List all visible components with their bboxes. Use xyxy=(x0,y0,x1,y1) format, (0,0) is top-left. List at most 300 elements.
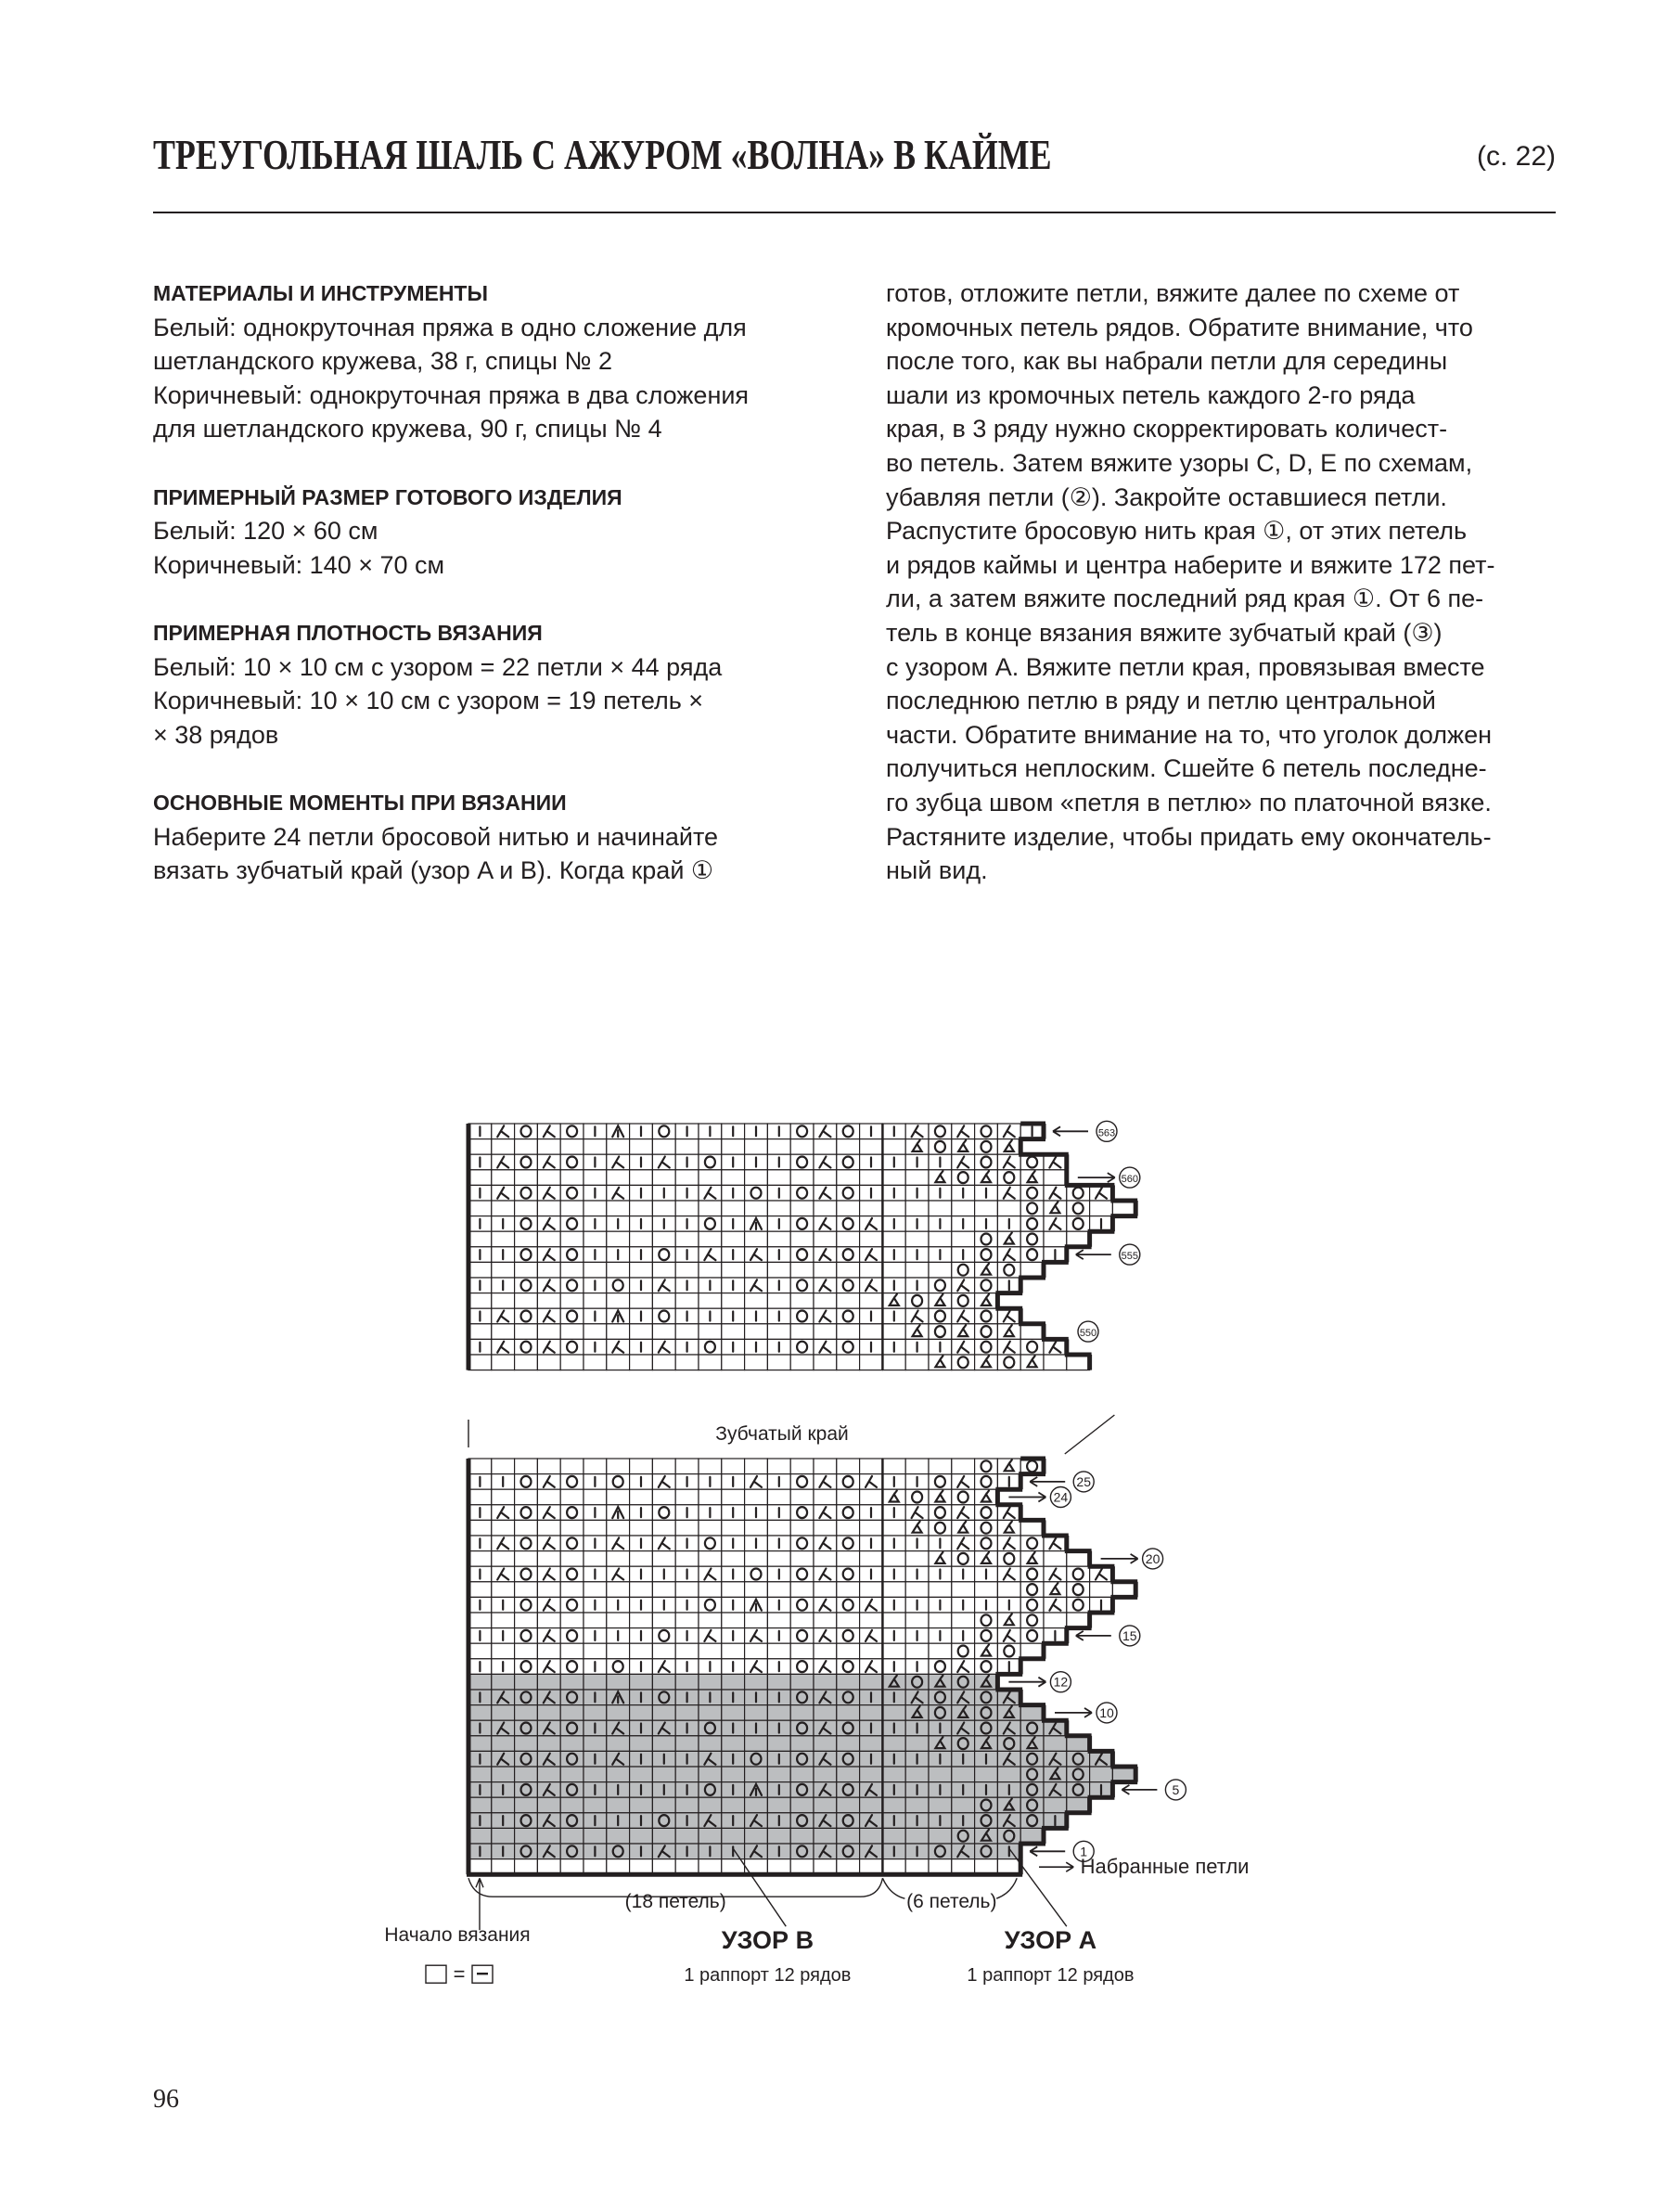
pattern-b-repeat: 1 раппорт 12 рядов xyxy=(684,1965,852,1987)
chart-cell xyxy=(837,1459,860,1474)
chart-cell xyxy=(975,1767,998,1782)
chart-cell xyxy=(905,1582,929,1598)
chart-cell xyxy=(837,1643,860,1659)
chart-cell xyxy=(767,1767,790,1782)
chart-cell xyxy=(860,1459,883,1474)
chart-cell xyxy=(790,1489,814,1505)
chart-cell xyxy=(492,1767,515,1782)
chart-cell xyxy=(767,1201,790,1216)
chart-cell xyxy=(790,1828,814,1844)
row-number-label: 24 xyxy=(1053,1489,1069,1505)
chart-cell xyxy=(790,1520,814,1536)
chart-cell xyxy=(814,1520,837,1536)
arrow-right-icon xyxy=(1008,1678,1045,1687)
instructions-line: ный вид. xyxy=(886,856,988,885)
chart-cell xyxy=(699,1201,722,1216)
chart-cell xyxy=(929,1582,952,1598)
chart-cell xyxy=(745,1324,768,1340)
chart-cell xyxy=(699,1828,722,1844)
chart-cell xyxy=(515,1767,538,1782)
size-line: Белый: 120 × 60 см xyxy=(153,517,378,546)
chart-cell xyxy=(860,1736,883,1752)
chart-cell xyxy=(652,1262,675,1278)
chart-cell xyxy=(515,1201,538,1216)
chart-cell xyxy=(929,1797,952,1813)
chart-cell xyxy=(492,1705,515,1721)
chart-cell xyxy=(745,1139,768,1155)
chart-cell xyxy=(745,1674,768,1690)
row-number-label: 550 xyxy=(1079,1328,1097,1340)
chart-cell xyxy=(584,1355,607,1370)
chart-cell xyxy=(814,1613,837,1628)
chart-cell xyxy=(607,1231,630,1247)
chart-cell xyxy=(882,1231,905,1247)
chart-cell xyxy=(560,1828,584,1844)
chart-cell xyxy=(537,1582,560,1598)
chart-cell xyxy=(560,1736,584,1752)
chart-cell xyxy=(607,1736,630,1752)
chart-cell xyxy=(515,1613,538,1628)
separator-label: Зубчатый край xyxy=(715,1423,849,1445)
chart-cell xyxy=(560,1767,584,1782)
chart-cell xyxy=(607,1551,630,1567)
chart-cell xyxy=(560,1582,584,1598)
section-heading-materials: МАТЕРИАЛЫ И ИНСТРУМЕНТЫ xyxy=(153,281,488,305)
chart-cell xyxy=(560,1201,584,1216)
chart-cell xyxy=(814,1551,837,1567)
chart-cell xyxy=(468,1231,492,1247)
chart-cell xyxy=(537,1293,560,1309)
chart-cell xyxy=(745,1170,768,1186)
cast-on-label: Набранные петли xyxy=(1080,1855,1250,1879)
chart-cell xyxy=(722,1324,745,1340)
chart-cell xyxy=(1044,1231,1067,1247)
row-number-label: 20 xyxy=(1145,1550,1161,1566)
chart-cell xyxy=(814,1643,837,1659)
chart-cell xyxy=(652,1828,675,1844)
chart-cell xyxy=(882,1355,905,1370)
chart-cell xyxy=(675,1201,699,1216)
arrow-up-icon xyxy=(476,1878,483,1930)
chart-cell xyxy=(767,1355,790,1370)
chart-cell xyxy=(675,1643,699,1659)
chart-cell xyxy=(790,1201,814,1216)
chart-cell xyxy=(584,1828,607,1844)
chart-cell xyxy=(814,1231,837,1247)
chart-cell xyxy=(929,1459,952,1474)
chart-cell xyxy=(837,1674,860,1690)
pattern-a-title: УЗОР A xyxy=(1004,1926,1097,1955)
instructions-line: Наберите 24 петли бросовой нитью и начинайте xyxy=(153,822,719,851)
chart-cell xyxy=(699,1736,722,1752)
chart-cell xyxy=(515,1489,538,1505)
chart-cell xyxy=(630,1324,653,1340)
chart-cell xyxy=(537,1736,560,1752)
instructions-line: Растяните изделие, чтобы придать ему окончатель- xyxy=(886,822,1492,851)
gauge-line: Белый: 10 × 10 см с узором = 22 петли × 44 ряда xyxy=(153,652,723,681)
chart-cell xyxy=(675,1551,699,1567)
chart-cell xyxy=(860,1613,883,1628)
chart-cell xyxy=(492,1324,515,1340)
instructions-line: во петель. Затем вяжите узоры C, D, E по схемам, xyxy=(886,448,1473,477)
chart-cell xyxy=(675,1324,699,1340)
chart-cell xyxy=(722,1767,745,1782)
chart-cell xyxy=(607,1293,630,1309)
chart-cell xyxy=(722,1551,745,1567)
chart-cell xyxy=(952,1582,975,1598)
chart-cell xyxy=(905,1551,929,1567)
chart-cell xyxy=(767,1797,790,1813)
chart-cell xyxy=(630,1674,653,1690)
chart-cell xyxy=(468,1293,492,1309)
chart-cell xyxy=(675,1705,699,1721)
chart-cell xyxy=(745,1489,768,1505)
chart-cell xyxy=(584,1643,607,1659)
chart-cell xyxy=(860,1170,883,1186)
chart-cell xyxy=(790,1355,814,1370)
section-heading-size: ПРИМЕРНЫЙ РАЗМЕР ГОТОВОГО ИЗДЕЛИЯ xyxy=(153,484,622,509)
chart-cell xyxy=(652,1736,675,1752)
chart-cell xyxy=(882,1170,905,1186)
chart-cell xyxy=(722,1459,745,1474)
chart-cell xyxy=(722,1489,745,1505)
chart-cell xyxy=(745,1613,768,1628)
chart-cell xyxy=(675,1170,699,1186)
chart-cell xyxy=(699,1170,722,1186)
chart-cell xyxy=(929,1643,952,1659)
chart-cell xyxy=(790,1139,814,1155)
chart-cell xyxy=(560,1139,584,1155)
chart-cell xyxy=(905,1231,929,1247)
chart-cell xyxy=(699,1582,722,1598)
chart-cell xyxy=(952,1201,975,1216)
chart-cell xyxy=(468,1767,492,1782)
chart-cell xyxy=(515,1459,538,1474)
chart-cell xyxy=(560,1705,584,1721)
chart-cell xyxy=(814,1459,837,1474)
chart-cell xyxy=(699,1551,722,1567)
chart-cell xyxy=(468,1828,492,1844)
chart-cell xyxy=(537,1613,560,1628)
chart-cell xyxy=(767,1170,790,1186)
chart-cell xyxy=(584,1293,607,1309)
arrow-right-icon xyxy=(1039,1862,1073,1871)
chart-cell xyxy=(860,1767,883,1782)
chart-cell xyxy=(468,1459,492,1474)
chart-cell xyxy=(745,1582,768,1598)
chart-cell xyxy=(468,1355,492,1370)
chart-cell xyxy=(767,1293,790,1309)
chart-cell xyxy=(468,1705,492,1721)
chart-cell xyxy=(860,1705,883,1721)
chart-cell xyxy=(607,1520,630,1536)
chart-cell xyxy=(929,1262,952,1278)
chart-cell xyxy=(745,1551,768,1567)
chart-cell xyxy=(722,1170,745,1186)
chart-cell xyxy=(537,1355,560,1370)
chart-cell xyxy=(492,1643,515,1659)
chart-cell xyxy=(952,1767,975,1782)
chart-cell xyxy=(882,1459,905,1474)
chart-cell xyxy=(882,1767,905,1782)
chart-cell xyxy=(905,1797,929,1813)
chart-cell xyxy=(860,1231,883,1247)
row-number-label: 563 xyxy=(1097,1127,1116,1139)
chart-cell xyxy=(929,1231,952,1247)
chart-cell xyxy=(652,1201,675,1216)
chart-cell xyxy=(767,1231,790,1247)
stitch-count-a: (6 петель) xyxy=(906,1891,997,1913)
chart-cell xyxy=(929,1201,952,1216)
chart-cell xyxy=(860,1674,883,1690)
chart-cell xyxy=(929,1828,952,1844)
chart-cell xyxy=(905,1262,929,1278)
chart-cell xyxy=(468,1613,492,1628)
chart-cell xyxy=(790,1170,814,1186)
chart-cell xyxy=(882,1828,905,1844)
materials-line: Коричневый: однокруточная пряжа в два сложения xyxy=(153,380,750,409)
page-title: ТРЕУГОЛЬНАЯ ШАЛЬ С АЖУРОМ «ВОЛНА» В КАЙМЕ xyxy=(153,131,1052,178)
chart-cell xyxy=(515,1324,538,1340)
chart-cell xyxy=(722,1705,745,1721)
chart-cell xyxy=(537,1643,560,1659)
chart-cell xyxy=(560,1489,584,1505)
chart-cell xyxy=(675,1459,699,1474)
chart-cell xyxy=(492,1139,515,1155)
chart-cell xyxy=(607,1324,630,1340)
instructions-line: вязать зубчатый край (узор A и B). Когда край ① xyxy=(153,856,714,885)
chart-cell xyxy=(630,1170,653,1186)
chart-cell xyxy=(515,1520,538,1536)
chart-cell xyxy=(905,1643,929,1659)
chart-cell xyxy=(745,1201,768,1216)
size-line: Коричневый: 140 × 70 см xyxy=(153,550,445,579)
chart-cell xyxy=(630,1767,653,1782)
instructions-line: части. Обратите внимание на то, что уголок должен xyxy=(886,720,1493,749)
chart-cell xyxy=(675,1797,699,1813)
chart-cell xyxy=(767,1613,790,1628)
lower-chart-block xyxy=(468,1459,1186,1874)
chart-cell xyxy=(607,1613,630,1628)
chart-cell xyxy=(699,1231,722,1247)
chart-cell xyxy=(584,1797,607,1813)
chart-cell xyxy=(560,1459,584,1474)
chart-cell xyxy=(814,1705,837,1721)
chart-cell xyxy=(537,1459,560,1474)
arrow-left-icon xyxy=(1076,1631,1111,1640)
chart-cell xyxy=(745,1705,768,1721)
chart-cell xyxy=(560,1674,584,1690)
page-reference: (с. 22) xyxy=(1476,141,1556,172)
chart-cell xyxy=(837,1324,860,1340)
chart-cell xyxy=(699,1613,722,1628)
chart-cell xyxy=(607,1170,630,1186)
chart-cell xyxy=(630,1231,653,1247)
chart-cell xyxy=(652,1705,675,1721)
chart-cell xyxy=(584,1201,607,1216)
row-number-label: 10 xyxy=(1099,1704,1114,1720)
row-number-label: 555 xyxy=(1121,1251,1138,1263)
chart-cell xyxy=(814,1355,837,1370)
chart-cell xyxy=(882,1643,905,1659)
chart-cell xyxy=(837,1231,860,1247)
gauge-line: × 38 рядов xyxy=(153,720,279,749)
chart-cell xyxy=(837,1293,860,1309)
chart-cell xyxy=(607,1828,630,1844)
chart-cell xyxy=(882,1736,905,1752)
section-heading-key-points: ОСНОВНЫЕ МОМЕНТЫ ПРИ ВЯЗАНИИ xyxy=(153,790,567,815)
chart-cell xyxy=(882,1705,905,1721)
chart-cell xyxy=(584,1231,607,1247)
chart-cell xyxy=(492,1293,515,1309)
materials-line: шетландского кружева, 38 г, спицы № 2 xyxy=(153,347,613,376)
chart-cell xyxy=(837,1170,860,1186)
chart-cell xyxy=(837,1262,860,1278)
chart-cell xyxy=(814,1324,837,1340)
chart-cell xyxy=(584,1613,607,1628)
chart-cell xyxy=(790,1293,814,1309)
chart-cell xyxy=(790,1459,814,1474)
arrow-left-icon xyxy=(1053,1126,1088,1136)
chart-cell xyxy=(492,1231,515,1247)
chart-cell xyxy=(975,1201,998,1216)
chart-cell xyxy=(1044,1551,1067,1567)
instructions-line: убавляя петли (②). Закройте оставшиеся петли. xyxy=(886,482,1447,511)
chart-cell xyxy=(722,1736,745,1752)
chart-cell xyxy=(468,1736,492,1752)
chart-cell xyxy=(584,1551,607,1567)
instructions-line: тель в конце вязания вяжите зубчатый край (③) xyxy=(886,618,1443,647)
chart-cell xyxy=(952,1459,975,1474)
chart-cell xyxy=(722,1231,745,1247)
chart-cell xyxy=(468,1674,492,1690)
chart-cell xyxy=(630,1828,653,1844)
chart-cell xyxy=(584,1170,607,1186)
chart-cell xyxy=(1044,1797,1067,1813)
chart-cell xyxy=(675,1520,699,1536)
stitch-count-b: (18 петель) xyxy=(624,1891,726,1913)
chart-cell xyxy=(790,1551,814,1567)
chart-cell xyxy=(699,1767,722,1782)
chart-cell xyxy=(745,1828,768,1844)
chart-cell xyxy=(837,1705,860,1721)
chart-cell xyxy=(537,1828,560,1844)
chart-cell xyxy=(882,1324,905,1340)
instructions-line: и рядов каймы и центра наберите и вяжите 172 пет- xyxy=(886,550,1495,579)
chart-cell xyxy=(584,1324,607,1340)
chart-cell xyxy=(767,1643,790,1659)
chart-cell xyxy=(882,1613,905,1628)
chart-cell xyxy=(860,1293,883,1309)
chart-cell xyxy=(468,1170,492,1186)
chart-cell xyxy=(860,1139,883,1155)
chart-cell xyxy=(837,1139,860,1155)
chart-cell xyxy=(745,1520,768,1536)
chart-cell xyxy=(584,1262,607,1278)
chart-cell xyxy=(537,1262,560,1278)
chart-cell xyxy=(630,1262,653,1278)
chart-cell xyxy=(560,1324,584,1340)
chart-cell xyxy=(515,1262,538,1278)
chart-cell xyxy=(767,1705,790,1721)
chart-cell xyxy=(584,1489,607,1505)
chart-cell xyxy=(630,1797,653,1813)
arrow-left-icon xyxy=(1030,1846,1065,1856)
chart-cell xyxy=(722,1582,745,1598)
chart-cell xyxy=(905,1828,929,1844)
chart-cell xyxy=(1090,1201,1113,1216)
chart-cell xyxy=(790,1262,814,1278)
chart-cell xyxy=(652,1520,675,1536)
chart-cell xyxy=(675,1293,699,1309)
chart-cell xyxy=(468,1582,492,1598)
chart-cell xyxy=(560,1355,584,1370)
chart-cell xyxy=(699,1674,722,1690)
chart-cell xyxy=(630,1613,653,1628)
chart-cell xyxy=(630,1705,653,1721)
chart-cell xyxy=(560,1613,584,1628)
chart-cell xyxy=(745,1355,768,1370)
chart-cell xyxy=(560,1797,584,1813)
separator-slash xyxy=(1065,1415,1115,1454)
chart-cell xyxy=(745,1736,768,1752)
chart-cell xyxy=(1044,1170,1067,1186)
instructions-line: края, в 3 ряду нужно скорректировать количест- xyxy=(886,415,1448,444)
row-number-label: 25 xyxy=(1076,1473,1091,1489)
chart-cell xyxy=(767,1459,790,1474)
chart-cell xyxy=(745,1643,768,1659)
chart-cell xyxy=(492,1582,515,1598)
instructions-line: ли, а затем вяжите последний ряд края ①. От 6 пе- xyxy=(886,585,1484,613)
chart-cell xyxy=(492,1459,515,1474)
arrow-left-icon xyxy=(1122,1785,1157,1794)
chart-cell xyxy=(860,1551,883,1567)
chart-cell xyxy=(492,1828,515,1844)
chart-cell xyxy=(607,1674,630,1690)
chart-cell xyxy=(699,1324,722,1340)
chart-cell xyxy=(537,1520,560,1536)
chart-cell xyxy=(468,1520,492,1536)
chart-cell xyxy=(745,1231,768,1247)
chart-cell xyxy=(860,1828,883,1844)
legend-equals: = xyxy=(453,1962,466,1987)
chart-cell xyxy=(860,1324,883,1340)
chart-cell xyxy=(652,1643,675,1659)
chart-cell xyxy=(584,1459,607,1474)
instructions-line: получиться неплоским. Сшейте 6 петель последне- xyxy=(886,754,1487,783)
chart-cell xyxy=(1044,1736,1067,1752)
chart-cell xyxy=(837,1797,860,1813)
chart-cell xyxy=(492,1551,515,1567)
chart-cell xyxy=(630,1551,653,1567)
chart-cell xyxy=(790,1736,814,1752)
chart-cell xyxy=(584,1139,607,1155)
chart-cell xyxy=(837,1736,860,1752)
chart-cell xyxy=(722,1797,745,1813)
gauge-line: Коричневый: 10 × 10 см с узором = 19 петель × xyxy=(153,687,704,715)
chart-cell xyxy=(515,1582,538,1598)
chart-cell xyxy=(882,1262,905,1278)
chart-cell xyxy=(537,1489,560,1505)
chart-cell xyxy=(699,1705,722,1721)
chart-cell xyxy=(607,1459,630,1474)
chart-cell xyxy=(560,1231,584,1247)
chart-cell xyxy=(652,1324,675,1340)
chart-cell xyxy=(584,1767,607,1782)
chart-cell xyxy=(837,1828,860,1844)
chart-cell xyxy=(468,1489,492,1505)
chart-cell xyxy=(722,1520,745,1536)
